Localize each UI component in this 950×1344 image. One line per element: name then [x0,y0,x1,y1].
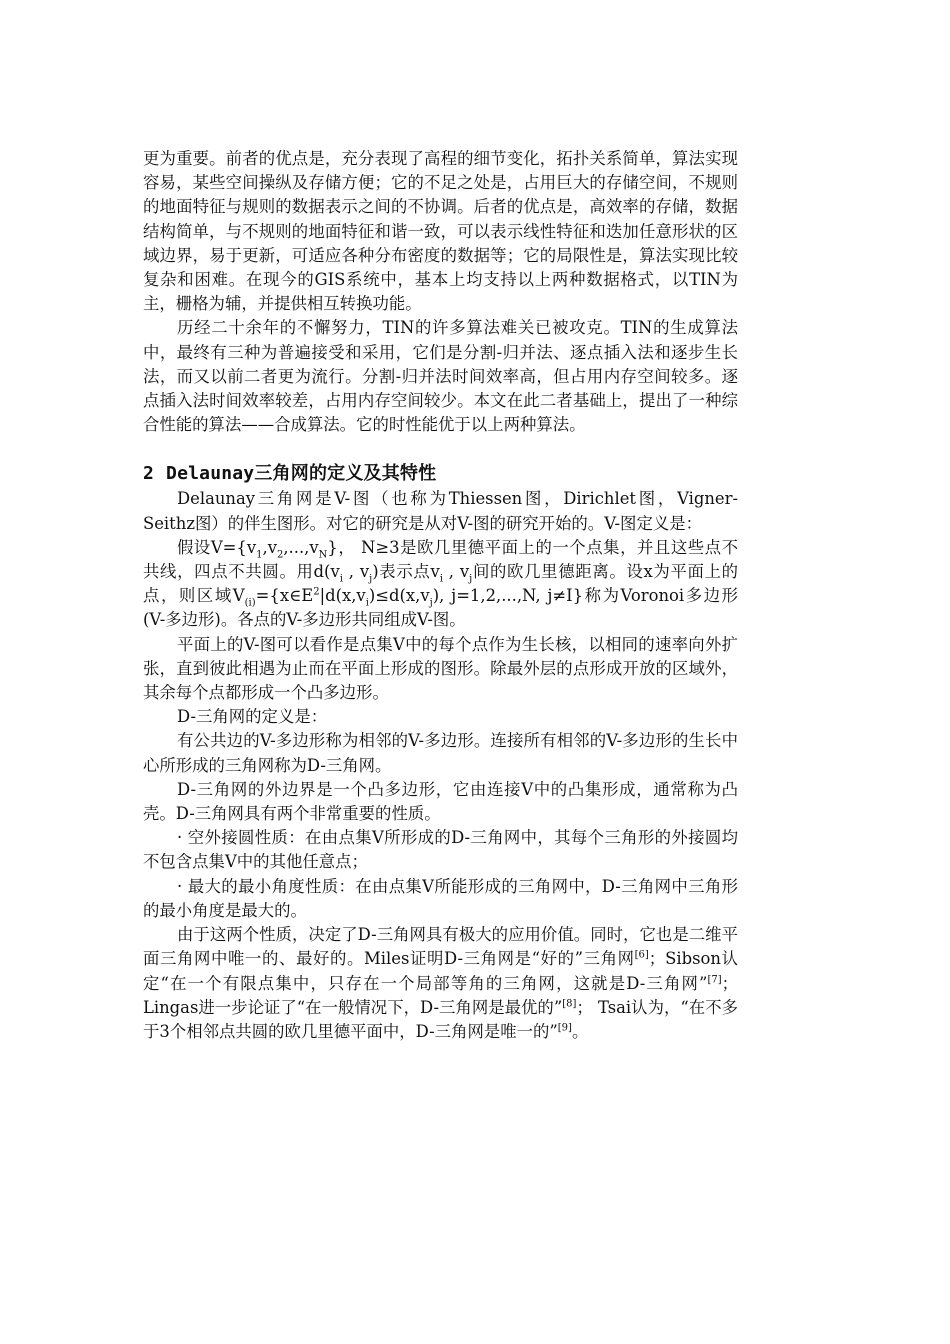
paragraph-convex-hull: D-三角网的外边界是一个凸多边形，它由连接V中的凸集形成，通常称为凸壳。D-三角网具有两个非常重要的性质。 [143,779,738,824]
section-title-zh: 三角网的定义及其特性 [254,463,437,485]
section-title-en: Delaunay [166,463,255,485]
paragraph-tin-algorithms: 历经二十余年的不懈努力，TIN的许多算法难关已被攻克。TIN的生成算法中，最终有三种为普遍接受和采用，它们是分割-归并法、逐点插入法和逐步生长法，而又以前二者更为流行。分割-归并法时间效率高，但占用内存空间较多。逐点插入法时间效率较差，占用内存空间较少。本文在此二者基础上，提出了一种综合性能的算法——合成算法。它的时性能优于以上两种算法。 [143,318,738,435]
paragraph-d-triangle-def-label: D-三角网的定义是： [177,707,328,727]
bullet-max-min-angle: · 最大的最小角度性质：在由点集V所能形成的三角网中，D-三角网中三角形的最小角度是最大的。 [143,876,738,920]
paragraph-properties-value: 由于这两个性质，决定了D-三角网具有极大的应用价值。同时，它也是二维平面三角网中唯一的、最好的。Miles证明D-三角网是“好的”三角网[6]；Sibson认定“在一个有限点集中，只存在一个局部等角的三角网，这就是D-三角网”[7]；Lingas进一步论证了“在一般情况下，D-三角网是最优的”[8]； Tsai认为，“在不多于3个相邻点共圆的欧几里德平面中，D-三角网是唯一的”[9]。 [143,925,738,1041]
paragraph-voronoi-growth: 平面上的V-图可以看作是点集V中的每个点作为生长核，以相同的速率向外扩张，直到彼此相遇为止而在平面上形成的图形。除最外层的点形成开放的区域外，其余每个点都形成一个凸多边形。 [143,634,738,703]
bullet-empty-circumcircle: · 空外接圆性质：在由点集V所形成的D-三角网中，其每个三角形的外接圆均不包含点集V中的其他任意点； [143,828,738,872]
paragraph-d-triangle-def: 有公共边的V-多边形称为相邻的V-多边形。连接所有相邻的V-多边形的生长中心所形成的三角网称为D-三角网。 [143,731,738,775]
citation-6: [6] [634,949,649,961]
citation-9: [9] [557,1022,572,1034]
paragraph-voronoi-definition: 假设$V=\{v_1,v_2,...,v_N\}$， N≥3是欧几里德平面上的一个点集，并且这些点不共线，四点不共圆。用$d(v_i$ , $v_j$)表示点$v_i$ , $v_j$间的欧几里德距离。设x为平面上的点，则区域$V_{(i)}=\{x\in E^2|d(x,v_i)\le d(x,v_j)$, j=1,2,...,N, j≠I}称为Voronoi多边形(V-多边形)。各点的V-多边形共同组成V-图。 [143,537,739,630]
section-number: 2 [143,463,155,485]
document-page [143,147,738,1044]
paragraph-formats-comparison: 更为重要。前者的优点是，充分表现了高程的细节变化，拓扑关系简单，算法实现容易，某些空间操纵及存储方便；它的不足之处是，占用巨大的存储空间，不规则的地面特征与规则的数据表示之间的不协调。后者的优点是，高效率的存储，数据结构简单，与不规则的地面特征和谐一致，可以表示线性特征和迭加任意形状的区域边界，易于更新，可适应各种分布密度的数据等；它的局限性是，算法实现比较复杂和困难。在现今的GIS系统中，基本上均支持以上两种数据格式，以TIN为主，栅格为辅，并提供相互转换功能。 [143,149,738,314]
section-heading [143,461,738,487]
citation-8: [8] [562,998,577,1010]
paragraph-delaunay-intro: Delaunay三角网是V-图（也称为Thiessen图，Dirichlet图，Vigner-Seithz图）的伴生图形。对它的研究是从对V-图的研究开始的。V-图定义是： [143,489,738,533]
citation-7: [7] [707,974,722,986]
